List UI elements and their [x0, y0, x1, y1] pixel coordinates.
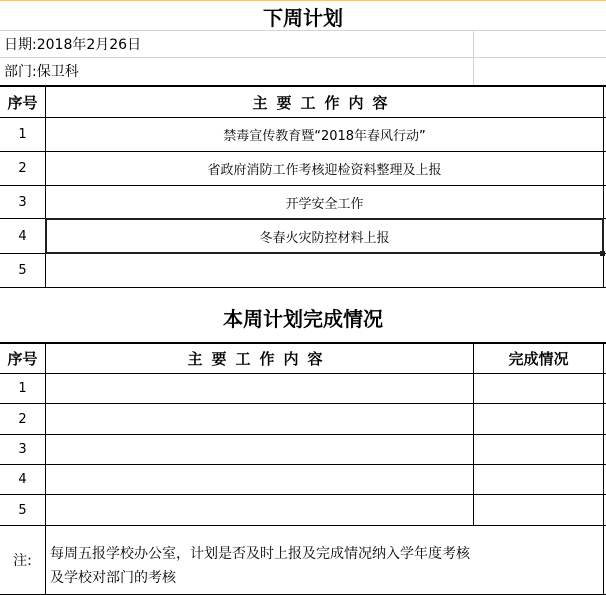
- task-cell[interactable]: 开学安全工作: [285, 196, 364, 212]
- task-cell[interactable]: [46, 435, 473, 464]
- task-cell[interactable]: 禁毒宣传教育暨“2018年春风行动”: [223, 129, 426, 144]
- status-header[interactable]: 完成情况: [508, 350, 569, 368]
- row-number[interactable]: 4: [18, 228, 27, 244]
- content-header[interactable]: 主要工作内容: [252, 93, 397, 112]
- row-number[interactable]: 3: [18, 442, 27, 457]
- status-cell[interactable]: [474, 404, 603, 434]
- row-number[interactable]: 3: [18, 194, 27, 210]
- department-label: 部门:: [4, 64, 37, 80]
- row-number[interactable]: 1: [18, 381, 27, 396]
- cell-selection-outline: [45, 218, 604, 254]
- status-cell[interactable]: [474, 435, 603, 464]
- row-number[interactable]: 2: [18, 411, 27, 427]
- row-number[interactable]: 5: [18, 502, 27, 518]
- seq-header[interactable]: 序号: [7, 350, 38, 368]
- task-cell[interactable]: [46, 495, 473, 525]
- row-number[interactable]: 4: [18, 472, 27, 487]
- note-label[interactable]: 注:: [13, 553, 32, 569]
- date-cell[interactable]: [4, 30, 474, 57]
- status-cell[interactable]: [474, 495, 603, 525]
- task-cell-selected[interactable]: 冬春火灾防控材料上报: [259, 230, 390, 246]
- table-border: [603, 342, 604, 594]
- table-border: [0, 525, 606, 526]
- department-value: 保卫科: [36, 64, 79, 80]
- seq-header[interactable]: 序号: [7, 93, 38, 112]
- date-value: 2018年2月26日: [36, 36, 142, 53]
- plan-title[interactable]: 下周计划: [263, 5, 343, 30]
- task-cell[interactable]: [46, 465, 473, 494]
- note-text[interactable]: [50, 542, 600, 594]
- task-cell[interactable]: [46, 404, 473, 434]
- table-border: [603, 85, 604, 288]
- date-label: 日期:: [4, 36, 37, 53]
- status-cell[interactable]: [474, 465, 603, 494]
- row-number[interactable]: 1: [18, 127, 27, 142]
- completion-title[interactable]: 本周计划完成情况: [223, 306, 383, 331]
- row-number[interactable]: 5: [18, 263, 27, 278]
- note-line: 及学校对部门的考核: [50, 570, 176, 586]
- table-border: [0, 287, 606, 288]
- department-cell[interactable]: [4, 57, 474, 85]
- task-cell[interactable]: [46, 254, 603, 287]
- content-header[interactable]: 主要工作内容: [187, 350, 332, 368]
- row-number[interactable]: 2: [18, 161, 27, 176]
- task-cell[interactable]: 省政府消防工作考核迎检资料整理及上报: [207, 163, 442, 178]
- note-line: 每周五报学校办公室，计划是否及时上报及完成情况纳入学年度考核: [50, 546, 470, 562]
- task-cell[interactable]: [46, 374, 473, 403]
- status-cell[interactable]: [474, 374, 603, 403]
